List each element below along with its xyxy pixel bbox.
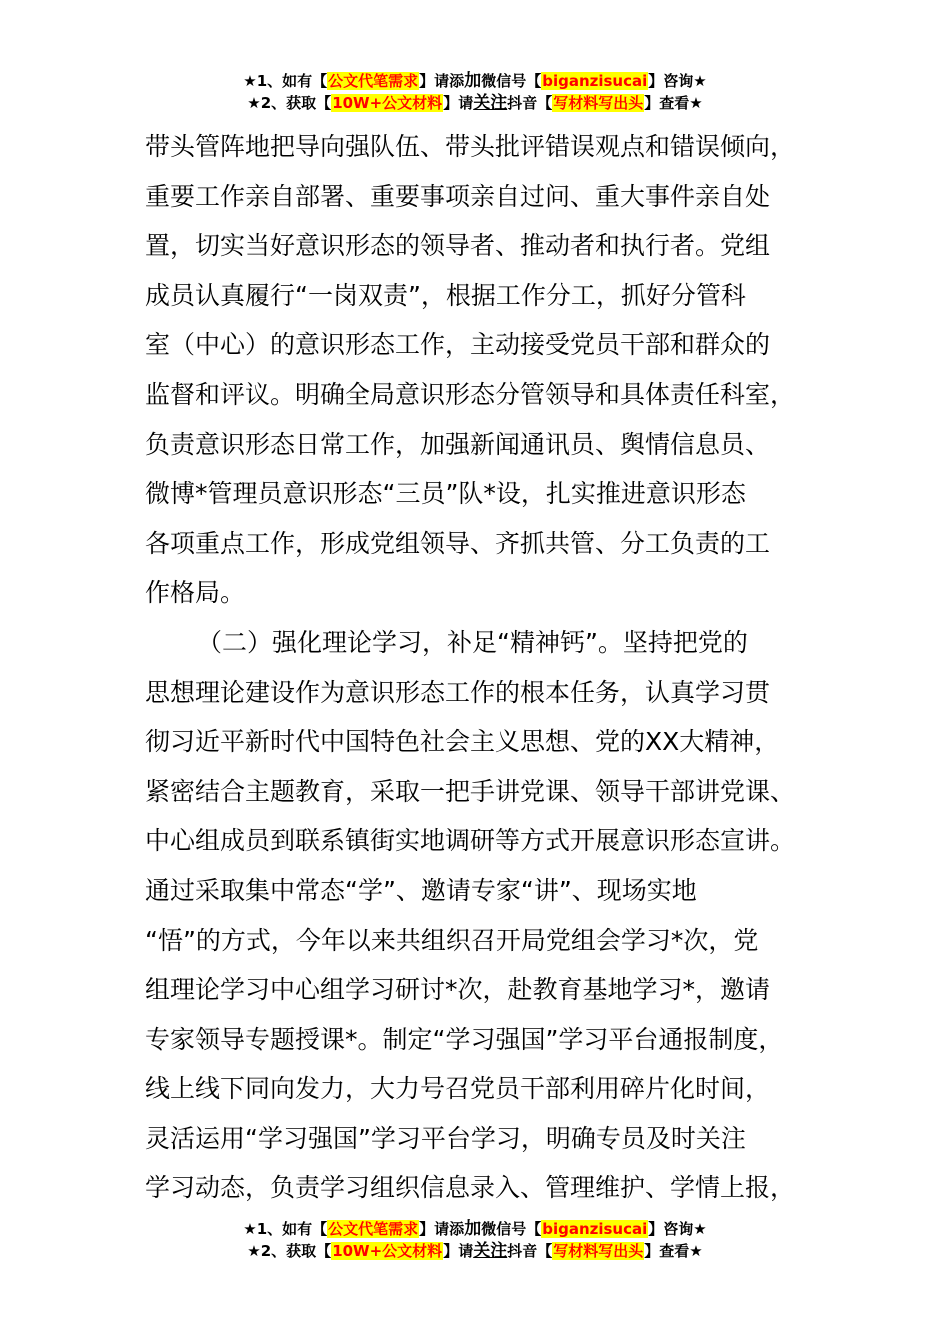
banner-text: ★2、获取【 (247, 94, 332, 112)
body-line: 带头管阵地把导向强队伍、带头批评错误观点和错误倾向， (145, 132, 796, 161)
body-line: 中心组成员到联系镇街实地调研等方式开展意识形态宣讲。 (145, 826, 796, 856)
banner-text: 】请 (443, 94, 474, 112)
document-body (145, 122, 825, 1213)
banner-text: ★2、获取【 (247, 1242, 332, 1260)
banner-line-2 (0, 1240, 950, 1262)
body-line: 监督和评议。明确全局意识形态分管领导和具体责任科室， (145, 379, 796, 409)
highlight-materials: 10W+公文材料 (332, 1242, 443, 1260)
highlight-service: 公文代笔需求 (328, 72, 419, 90)
banner-text: 】请添 (419, 72, 465, 90)
highlight-douyin: 写材料写出头 (553, 94, 644, 112)
banner-text: 】请添 (419, 1220, 465, 1238)
body-line: 线上线下同向发力，大力号召党员干部利用碎片化时间， (145, 1074, 771, 1104)
body-line: 彻习近平新时代中国特色社会主义思想、党的XX大精神， (145, 727, 780, 757)
banner-text: 】咨询★ (648, 72, 707, 90)
body-line: 组理论学习中心组学习研讨*次，赴教育基地学习*，邀请 (145, 975, 771, 1005)
section-heading-line: （二）强化理论学习，补足“精神钙”。坚持把党的 (197, 627, 748, 657)
body-line: 作格局。 (145, 578, 246, 608)
banner-text: 】查看★ (644, 94, 703, 112)
body-line: 专家领导专题授课*。制定“学习强国”学习平台通报制度， (145, 1024, 784, 1054)
banner-text: 微信号【 (481, 1220, 542, 1238)
header-banner (0, 70, 950, 114)
highlight-service: 公文代笔需求 (328, 1220, 419, 1238)
banner-line-2 (0, 92, 950, 114)
banner-line-1 (0, 1218, 950, 1240)
banner-text: 】请 (443, 1242, 474, 1260)
banner-text: ★1、如有【 (243, 72, 328, 90)
banner-text: ★1、如有【 (243, 1220, 328, 1238)
body-line: 紧密结合主题教育，采取一把手讲党课、领导干部讲党课、 (145, 776, 796, 806)
body-line: 成员认真履行“一岗双责”，根据工作分工，抓好分管科 (145, 280, 746, 310)
body-line: 重要工作亲自部署、重要事项亲自过问、重大事件亲自处 (145, 181, 771, 211)
body-line: 各项重点工作，形成党组领导、齐抓共管、分工负责的工 (145, 528, 771, 558)
highlight-materials: 10W+公文材料 (332, 94, 443, 112)
body-line: 置，切实当好意识形态的领导者、推动者和执行者。党组 (145, 231, 771, 261)
highlight-wechat-id: biganzisucai (542, 1220, 648, 1238)
body-line: “悟”的方式，今年以来共组织召开局党组会学习*次，党 (145, 925, 759, 955)
highlight-douyin: 写材料写出头 (553, 1242, 644, 1260)
banner-text: 】查看★ (644, 1242, 703, 1260)
banner-text-emphasis: 加 (464, 1219, 482, 1239)
footer-banner (0, 1218, 950, 1262)
body-line: 思想理论建设作为意识形态工作的根本任务，认真学习贯 (145, 677, 771, 707)
body-line: 学习动态，负责学习组织信息录入、管理维护、学情上报， (145, 1173, 796, 1203)
banner-text: 抖音【 (507, 94, 553, 112)
banner-line-1 (0, 70, 950, 92)
banner-text: 抖音【 (507, 1242, 553, 1260)
banner-text-emphasis: 加 (464, 71, 482, 91)
body-line: 室（中心）的意识形态工作，主动接受党员干部和群众的 (145, 330, 771, 360)
banner-text: 】咨询★ (648, 1220, 707, 1238)
body-line: 负责意识形态日常工作，加强新闻通讯员、舆情信息员、 (145, 429, 771, 459)
banner-text-emphasis: 关注 (473, 1241, 508, 1261)
body-line: 灵活运用“学习强国”学习平台学习，明确专员及时关注 (145, 1123, 746, 1153)
banner-text-emphasis: 关注 (473, 93, 508, 113)
highlight-wechat-id: biganzisucai (542, 72, 648, 90)
body-line: 微博*管理员意识形态“三员”队*设，扎实推进意识形态 (145, 479, 746, 509)
banner-text: 微信号【 (481, 72, 542, 90)
body-line: 通过采取集中常态“学”、邀请专家“讲”、现场实地 (145, 875, 697, 905)
